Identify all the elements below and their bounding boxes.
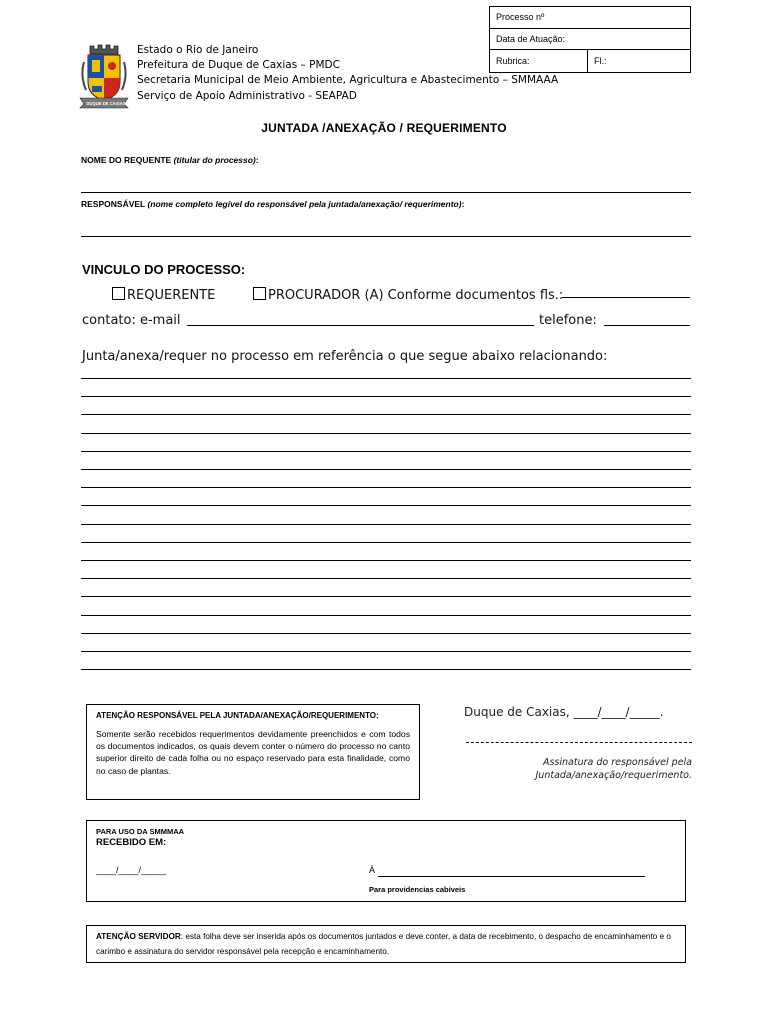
requerente-checkbox[interactable]: [112, 287, 125, 300]
ruled-line[interactable]: [81, 451, 691, 452]
atencao-servidor-box: [86, 925, 686, 963]
telefone-label: telefone:: [539, 313, 597, 328]
destino-input-line[interactable]: [378, 876, 645, 877]
processo-field[interactable]: [490, 7, 690, 29]
ruled-line[interactable]: [81, 469, 691, 470]
uso-heading: PARA USO DA SMMMAA: [96, 827, 185, 836]
requerente-label-line: NOME DO REQUENTE (titular do processo):: [81, 155, 259, 165]
signature-line[interactable]: [466, 742, 692, 743]
header-servico: Serviço de Apoio Administrativo - SEAPAD: [137, 89, 357, 102]
requerente-option-label: REQUERENTE: [127, 288, 216, 303]
telefone-input-line[interactable]: [604, 325, 690, 326]
atencao-heading: ATENÇÃO RESPONSÁVEL PELA JUNTADA/ANEXAÇÃO/REQUERIMENTO:: [96, 711, 379, 720]
header-secretaria: Secretaria Municipal de Meio Ambiente, Agricultura e Abastecimento – SMMAAA: [137, 74, 559, 87]
ruled-line[interactable]: [81, 524, 691, 525]
data-atuacao-label: Data de Atuação:: [496, 33, 566, 44]
recebido-label: RECEBIDO EM:: [96, 837, 167, 848]
header-text: [137, 43, 558, 104]
ruled-line[interactable]: [81, 542, 691, 543]
coat-of-arms-logo: [78, 42, 130, 110]
ruled-line[interactable]: [81, 651, 691, 652]
atencao-responsavel-box: [86, 704, 420, 800]
ruled-line[interactable]: [81, 378, 691, 379]
signature-caption-line2: Juntada/anexação/requerimento.: [535, 770, 692, 781]
email-input-line[interactable]: [187, 325, 534, 326]
ruled-line[interactable]: [81, 560, 691, 561]
ruled-line[interactable]: [81, 578, 691, 579]
vinculo-options: [112, 287, 215, 303]
signature-caption: [466, 756, 692, 782]
procurador-option: [253, 287, 563, 303]
contato-label: contato: e-mail: [82, 313, 181, 328]
atencao-body: Somente serão recebidos requerimentos devidamente preenchidos e com todos os documentos indicados, os quais devem conter o número do processo no canto superior direito de cada folha ou no espaço reservado para esta finalidade, como no caso de plantas.: [96, 729, 410, 776]
responsavel-input-line[interactable]: [81, 236, 691, 237]
header-prefeitura: Prefeitura de Duque de Caxias – PMDC: [137, 59, 340, 72]
page-title: JUNTADA /ANEXAÇÃO / REQUERIMENTO: [261, 121, 507, 135]
ruled-line[interactable]: [81, 433, 691, 434]
providencias-label: Para providencias cabíveis: [369, 885, 466, 894]
ruled-line[interactable]: [81, 615, 691, 616]
ruled-line[interactable]: [81, 633, 691, 634]
ruled-line[interactable]: [81, 414, 691, 415]
rubrica-label: Rubrica:: [496, 55, 530, 66]
responsavel-label-line: RESPONSÁVEL (nome completo legível do responsável pela juntada/anexação/ requerimento):: [81, 199, 465, 209]
vinculo-heading: VINCULO DO PROCESSO:: [82, 262, 246, 277]
processo-label: Processo nº: [496, 12, 545, 23]
responsavel-note: (nome completo legível do responsável pela juntada/anexação/ requerimento): [147, 199, 462, 209]
logo-ribbon-text: DUQUE DE CAXIAS: [86, 101, 126, 106]
header-state: Estado o Rio de Janeiro: [137, 44, 259, 56]
place-date: Duque de Caxias, ____/____/_____.: [464, 705, 664, 719]
ruled-line[interactable]: [81, 669, 691, 670]
requerente-label: NOME DO REQUENTE: [81, 155, 172, 165]
fls-input-line[interactable]: [562, 297, 690, 298]
junta-text: Junta/anexa/requer no processo em referência o que segue abaixo relacionando:: [82, 349, 608, 364]
recebido-date[interactable]: ____/____/_____: [96, 865, 167, 875]
servidor-body: : esta folha deve ser inserida após os documentos juntados e deve conter, a data de recebimento, o despacho de encaminhamento e o carimbo e assinatura do servidor responsável pela recepção e encaminhamento.: [96, 932, 671, 956]
procurador-option-label: PROCURADOR (A) Conforme documentos fls.:: [268, 288, 564, 303]
procurador-checkbox[interactable]: [253, 287, 266, 300]
ruled-line[interactable]: [81, 505, 691, 506]
signature-caption-line1: Assinatura do responsável pela: [542, 757, 692, 768]
requerente-input-line[interactable]: [81, 192, 691, 193]
responsavel-label: RESPONSÁVEL: [81, 199, 146, 209]
a-label: À: [369, 865, 376, 875]
fl-label: Fl.:: [594, 55, 607, 66]
servidor-heading: ATENÇÃO SERVIDOR: [96, 932, 181, 941]
ruled-line[interactable]: [81, 487, 691, 488]
ruled-line[interactable]: [81, 596, 691, 597]
ruled-line[interactable]: [81, 396, 691, 397]
fl-field[interactable]: [588, 50, 607, 72]
uso-smmmaa-box: [86, 820, 686, 902]
requerente-note: (titular do processo): [173, 155, 256, 165]
